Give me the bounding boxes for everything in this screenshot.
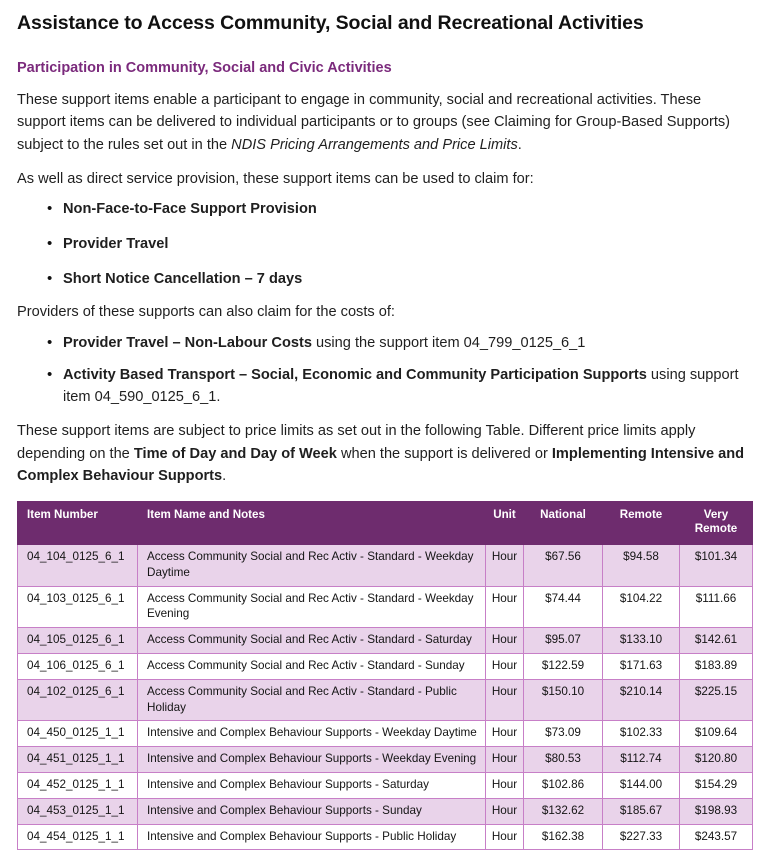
- claim-intro-paragraph: As well as direct service provision, these support items can be used to claim for:: [17, 170, 534, 187]
- cell-remote: $133.10: [603, 628, 680, 654]
- cell-very-remote: $183.89: [680, 653, 753, 679]
- table-row: [18, 544, 753, 586]
- cell-national: $74.44: [524, 586, 603, 628]
- price-limits-part-3: .: [222, 468, 227, 485]
- column-header-very-remote: Very Remote: [680, 502, 753, 545]
- cell-item-number: 04_106_0125_6_1: [18, 653, 138, 679]
- page-title: Assistance to Access Community, Social and Recreational Activities: [17, 12, 644, 34]
- column-header-item-name: Item Name and Notes: [138, 502, 486, 545]
- cell-unit: Hour: [486, 772, 524, 798]
- cell-item-name: Intensive and Complex Behaviour Supports - Sunday: [138, 798, 486, 824]
- section-heading: Participation in Community, Social and Civic Activities: [17, 60, 392, 77]
- cost-bullet-label: Provider Travel – Non-Labour Costs: [63, 334, 312, 351]
- cell-item-name: Access Community Social and Rec Activ - Standard - Sunday: [138, 653, 486, 679]
- cell-very-remote: $243.57: [680, 824, 753, 850]
- list-item: [47, 269, 752, 291]
- table-row: [18, 747, 753, 773]
- cell-item-name: Intensive and Complex Behaviour Supports - Saturday: [138, 772, 486, 798]
- cell-national: $95.07: [524, 628, 603, 654]
- list-item: [47, 333, 752, 355]
- cell-national: $150.10: [524, 679, 603, 721]
- costs-intro-paragraph: Providers of these supports can also claim for the costs of:: [17, 303, 395, 320]
- cell-unit: Hour: [486, 798, 524, 824]
- cell-item-name: Access Community Social and Rec Activ - Standard - Saturday: [138, 628, 486, 654]
- table-row: [18, 772, 753, 798]
- cell-item-name: Intensive and Complex Behaviour Supports - Weekday Daytime: [138, 721, 486, 747]
- claim-bullet-label: Non-Face-to-Face Support Provision: [63, 201, 317, 218]
- pricing-arrangements-title: NDIS Pricing Arrangements and Price Limits: [231, 137, 518, 153]
- cost-bullet-detail: using the support item 04_799_0125_6_1: [311, 334, 586, 351]
- cell-unit: Hour: [486, 679, 524, 721]
- cell-very-remote: $109.64: [680, 721, 753, 747]
- list-item: [47, 365, 752, 409]
- cost-bullet-detail: using support item 04_590_0125_6_1.: [63, 367, 739, 406]
- cell-item-number: 04_103_0125_6_1: [18, 586, 138, 628]
- list-item: [47, 234, 752, 256]
- price-limits-table: [17, 501, 753, 850]
- table-row: [18, 721, 753, 747]
- cell-very-remote: $225.15: [680, 679, 753, 721]
- table-row: [18, 798, 753, 824]
- cell-item-number: 04_452_0125_1_1: [18, 772, 138, 798]
- cell-remote: $227.33: [603, 824, 680, 850]
- cell-national: $162.38: [524, 824, 603, 850]
- cell-very-remote: $111.66: [680, 586, 753, 628]
- cell-unit: Hour: [486, 544, 524, 586]
- claim-bullet-list: [17, 199, 752, 291]
- cell-very-remote: $142.61: [680, 628, 753, 654]
- column-header-remote: Remote: [603, 502, 680, 545]
- cell-item-number: 04_451_0125_1_1: [18, 747, 138, 773]
- cell-remote: $210.14: [603, 679, 680, 721]
- intro-paragraph: [17, 89, 752, 157]
- cell-remote: $104.22: [603, 586, 680, 628]
- cell-item-name: Access Community Social and Rec Activ - Standard - Weekday Evening: [138, 586, 486, 628]
- cell-unit: Hour: [486, 747, 524, 773]
- table-row: [18, 628, 753, 654]
- cell-national: $73.09: [524, 721, 603, 747]
- cell-remote: $112.74: [603, 747, 680, 773]
- claim-bullet-label: Provider Travel: [63, 236, 169, 253]
- cell-item-number: 04_104_0125_6_1: [18, 544, 138, 586]
- cell-very-remote: $101.34: [680, 544, 753, 586]
- intro-text-part-2: .: [517, 137, 522, 153]
- table-row: [18, 824, 753, 850]
- cost-bullet-list: [17, 333, 752, 410]
- cell-item-number: 04_450_0125_1_1: [18, 721, 138, 747]
- cell-remote: $185.67: [603, 798, 680, 824]
- cell-item-number: 04_454_0125_1_1: [18, 824, 138, 850]
- table-row: [18, 679, 753, 721]
- table-row: [18, 653, 753, 679]
- cell-remote: $171.63: [603, 653, 680, 679]
- cell-very-remote: $198.93: [680, 798, 753, 824]
- cell-item-name: Access Community Social and Rec Activ - Standard - Public Holiday: [138, 679, 486, 721]
- time-of-day-emphasis: Time of Day and Day of Week: [133, 445, 337, 462]
- cell-very-remote: $120.80: [680, 747, 753, 773]
- table-body: [18, 544, 753, 849]
- cell-item-number: 04_102_0125_6_1: [18, 679, 138, 721]
- price-limits-part-1: These support items are subject to price limits as set out in the following Table. Different price limits apply depending on the: [17, 423, 696, 462]
- cell-unit: Hour: [486, 721, 524, 747]
- cell-item-number: 04_453_0125_1_1: [18, 798, 138, 824]
- cell-national: $122.59: [524, 653, 603, 679]
- price-limits-paragraph: [17, 420, 752, 488]
- intensive-supports-emphasis: Implementing Intensive and Complex Behaviour Supports: [17, 445, 745, 485]
- intro-text-part-1: These support items enable a participant to engage in community, social and recreational activities. These support items can be delivered to individual participants or to groups (see Claiming for Group-Based Supports) subject to the rules set out in the: [17, 91, 731, 153]
- cell-very-remote: $154.29: [680, 772, 753, 798]
- column-header-national: National: [524, 502, 603, 545]
- table-row: [18, 586, 753, 628]
- cell-national: $67.56: [524, 544, 603, 586]
- cell-remote: $144.00: [603, 772, 680, 798]
- cell-item-name: Access Community Social and Rec Activ - Standard - Weekday Daytime: [138, 544, 486, 586]
- cell-national: $80.53: [524, 747, 603, 773]
- cell-national: $132.62: [524, 798, 603, 824]
- column-header-unit: Unit: [486, 502, 524, 545]
- column-header-item-number: Item Number: [18, 502, 138, 545]
- cell-national: $102.86: [524, 772, 603, 798]
- price-limits-part-2: when the support is delivered or: [336, 445, 552, 462]
- claim-bullet-label: Short Notice Cancellation – 7 days: [63, 271, 303, 287]
- cost-bullet-label: Activity Based Transport – Social, Economic and Community Participation Supports: [63, 367, 647, 384]
- list-item: [47, 199, 752, 221]
- cell-item-name: Intensive and Complex Behaviour Supports - Public Holiday: [138, 824, 486, 850]
- cell-item-name: Intensive and Complex Behaviour Supports - Weekday Evening: [138, 747, 486, 773]
- cell-remote: $102.33: [603, 721, 680, 747]
- cell-unit: Hour: [486, 653, 524, 679]
- cell-unit: Hour: [486, 586, 524, 628]
- cell-remote: $94.58: [603, 544, 680, 586]
- cell-unit: Hour: [486, 824, 524, 850]
- cell-item-number: 04_105_0125_6_1: [18, 628, 138, 654]
- cell-unit: Hour: [486, 628, 524, 654]
- table-header-row: [18, 502, 753, 545]
